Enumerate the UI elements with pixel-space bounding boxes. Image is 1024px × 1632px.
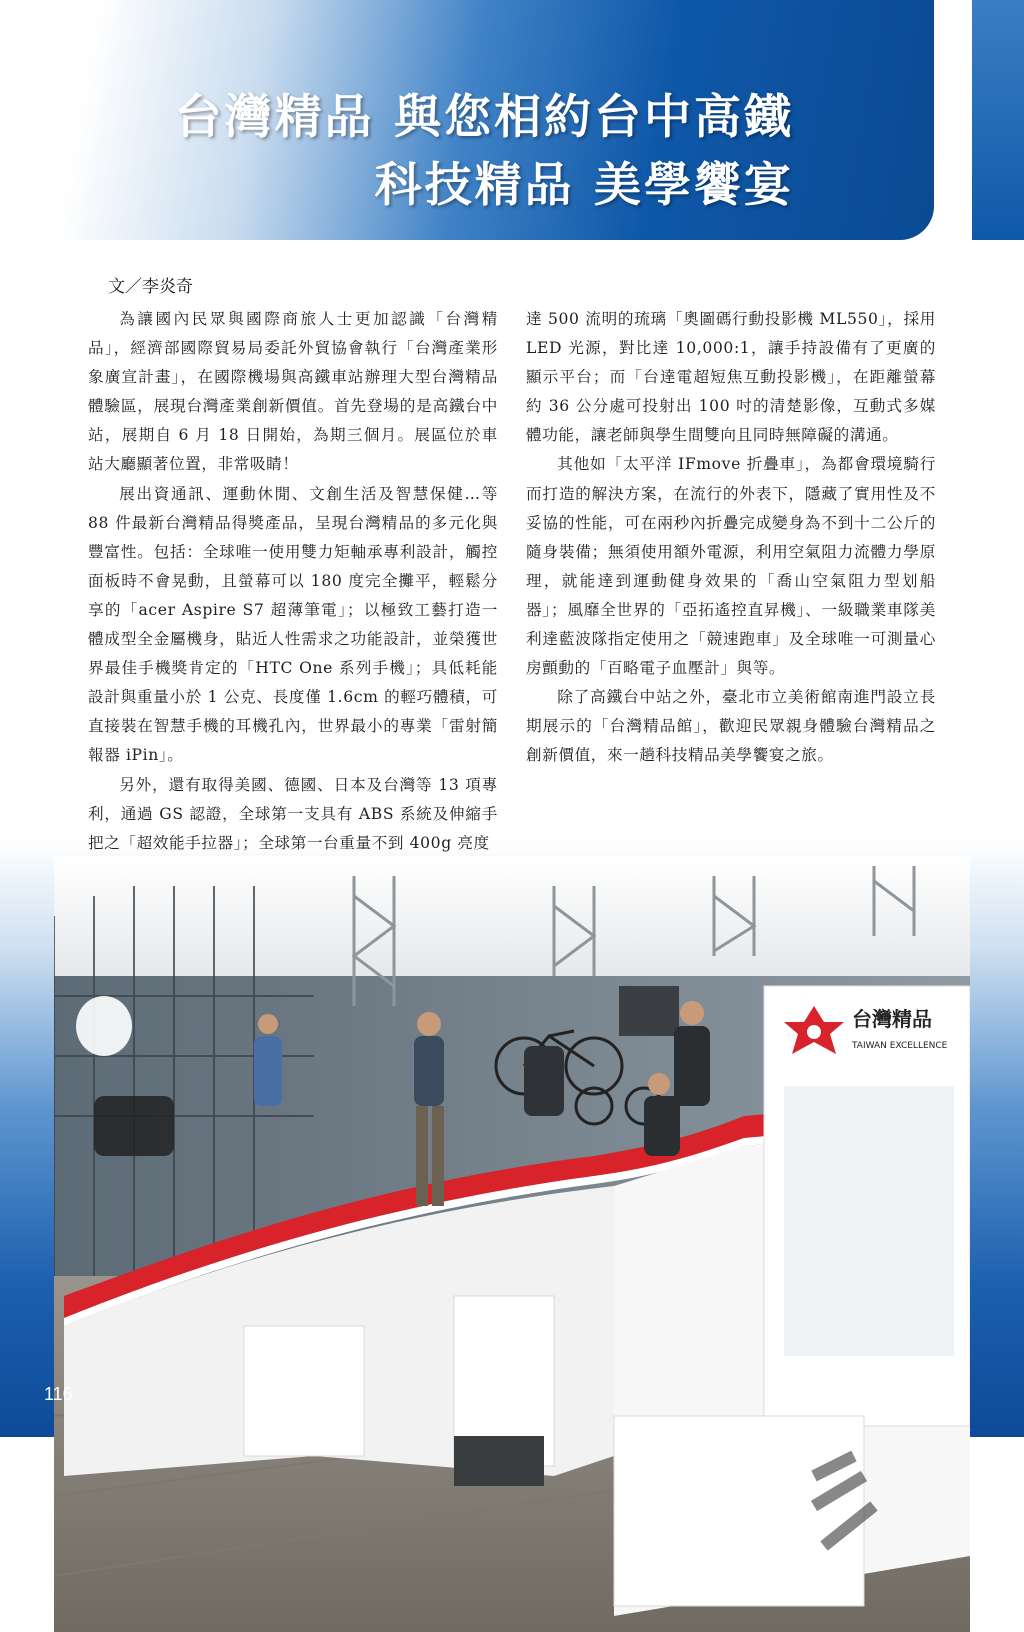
page-number: 116	[44, 1384, 73, 1404]
title-banner	[0, 0, 934, 240]
scooter-display	[94, 1096, 174, 1156]
booth-photo-illustration	[54, 856, 970, 1632]
reception-counter	[614, 1416, 864, 1606]
banner-edge-tab	[972, 0, 1024, 240]
article-left-column	[88, 305, 498, 858]
paragraph: 達 500 流明的琉璃「奧圖碼行動投影機 ML550」，採用 LED 光源，對比達 10,000:1，讓手持設備有了更廣的顯示平台；而「台達電超短焦互動投影機」，在距離螢幕約 36 公分處可投射出 100 吋的清楚影像，互動式多媒體功能，讓老師與學生間雙向且同時無障礙的溝通。	[526, 310, 936, 445]
page-subtitle: 科技精品 美學饗宴	[374, 158, 794, 213]
paragraph: 其他如「太平洋 IFmove 折疊車」，為都會環境騎行而打造的解決方案，在流行的外表下，隱藏了實用性及不妥協的性能，可在兩秒內折疊完成變身為不到十二公斤的隨身裝備；無須使用額外電源，利用空氣阻力流體力學原理，就能達到運動健身效果的「喬山空氣阻力型划船器」；風靡全世界的「亞拓遙控直昇機」、一級職業車隊美利達藍波隊指定使用之「競速跑車」及全球唯一可測量心房顫動的「百略電子血壓計」與等。	[526, 455, 936, 678]
paragraph: 除了高鐵台中站之外，臺北市立美術館南進門設立長期展示的「台灣精品館」，歡迎民眾親身體驗台灣精品之創新價值，來一趟科技精品美學饗宴之旅。	[526, 688, 936, 765]
booth-brand-cn: 台灣精品	[852, 1007, 932, 1031]
paragraph: 展出資通訊、運動休閒、文創生活及智慧保健…等 88 件最新台灣精品得獎產品，呈現台灣精品的多元化與豐富性。包括：全球唯一使用雙力矩軸承專利設計，觸控面板時不會晃動，且螢幕可以 180 度完全攤平，輕鬆分享的「acer Aspire S7 超薄筆電」；以極致工藝打造一體成型全金屬機身，貼近人性需求之功能設計，並榮獲世界最佳手機獎肯定的「HTC One 系列手機」；具低耗能設計與重量小於 1 公克、長度僅 1.6cm 的輕巧體積，可直接裝在智慧手機的耳機孔內，世界最小的專業「雷射簡報器 iPin」。	[88, 484, 498, 765]
paragraph: 另外，還有取得美國、德國、日本及台灣等 13 項專利，通過 GS 認證，全球第一支具有 ABS 系統及伸縮手把之「超效能手拉器」；全球第一台重量不到 400g 亮度	[88, 775, 498, 852]
booth-brand-en: TAIWAN EXCELLENCE	[852, 1041, 948, 1051]
byline: 文／李炎奇	[108, 277, 193, 297]
page-title: 台灣精品 與您相約台中高鐵	[174, 90, 794, 145]
exhibition-booth-photo	[54, 856, 970, 1632]
paragraph: 為讓國內民眾與國際商旅人士更加認識「台灣精品」，經濟部國際貿易局委託外貿協會執行「台灣產業形象廣宣計畫」，在國際機場與高鐵車站辦理大型台灣精品體驗區，展現台灣產業創新價值。首先登場的是高鐵台中站，展期自 6 月 18 日開始，為期三個月。展區位於車站大廳顯著位置，非常吸睛！	[88, 310, 498, 474]
article-right-column	[526, 305, 936, 771]
